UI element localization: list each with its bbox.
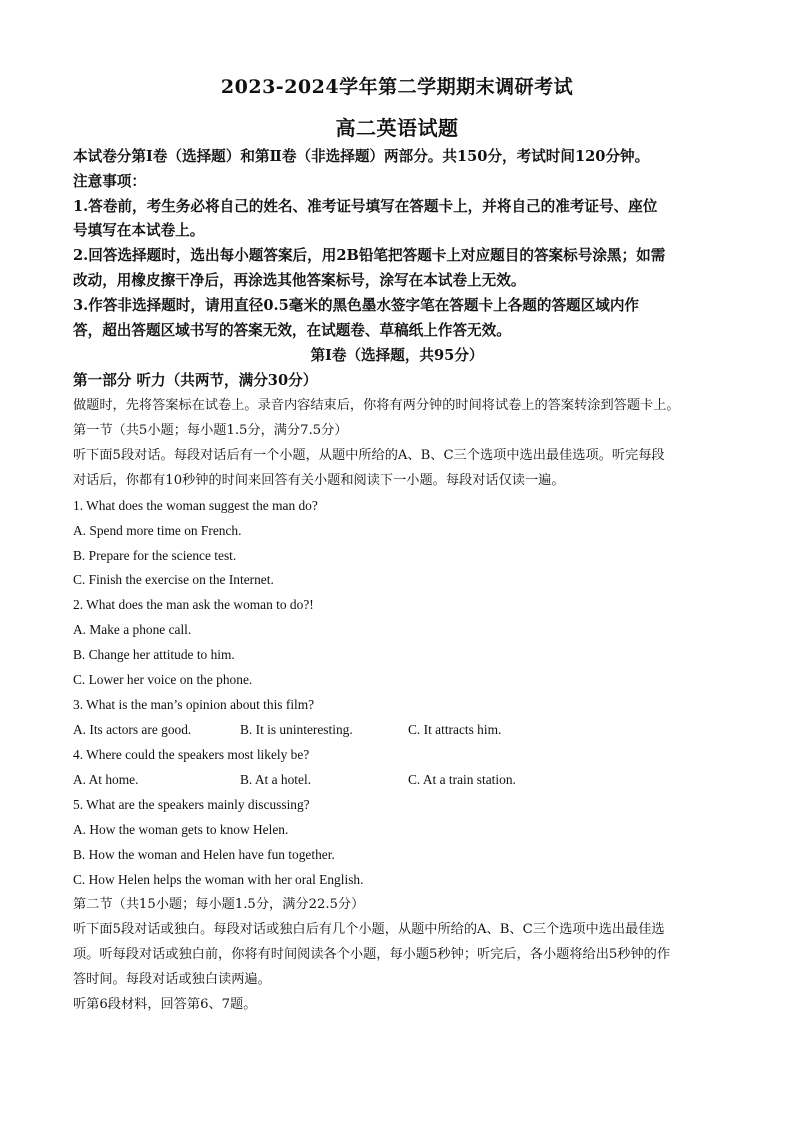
question-1: 1. What does the woman suggest the man do?	[73, 498, 318, 513]
section2-instruction-b: 项。听每段对话或独白前，你将有时间阅读各个小题，每小题5秒钟；听完后，各小题将给出5秒钟的作	[73, 947, 671, 962]
option-1c: C. Finish the exercise on the Internet.	[73, 572, 274, 587]
option-4c: C. At a train station.	[408, 772, 516, 787]
listening-instruction: 做题时，先将答案标在试卷上。录音内容结束后，你将有两分钟的时间将试卷上的答案转涂到答题卡上。	[73, 398, 680, 413]
section1-instruction-a: 听下面5段对话。每段对话后有一个小题，从题中所给的A、B、C三个选项中选出最佳选项。听完每段	[73, 448, 665, 463]
option-3b: B. It is uninteresting.	[240, 722, 353, 737]
option-3c: C. It attracts him.	[408, 722, 502, 737]
note-3a: 3.作答非选择题时，请用直径0.5毫米的黑色墨水签字笔在答题卡上各题的答题区域内作	[73, 297, 640, 314]
volume-heading: 第Ⅰ卷（选择题，共95分）	[310, 347, 484, 364]
part1-heading: 第一部分 听力（共两节，满分30分）	[73, 372, 318, 389]
option-4b: B. At a hotel.	[240, 772, 312, 787]
question-2: 2. What does the man ask the woman to do?!	[73, 597, 314, 612]
section2-heading: 第二节（共15小题；每小题1.5分，满分22.5分）	[73, 897, 365, 912]
note-3b: 答，超出答题区域书写的答案无效，在试题卷、草稿纸上作答无效。	[73, 322, 511, 339]
option-5b: B. How the woman and Helen have fun together.	[73, 847, 335, 862]
option-2b: B. Change her attitude to him.	[73, 647, 235, 662]
question-3: 3. What is the man’s opinion about this film?	[73, 697, 315, 712]
option-4a: A. At home.	[73, 772, 139, 787]
notice-label: 注意事项：	[73, 173, 146, 190]
section1-instruction-b: 对话后，你都有10秒钟的时间来回答有关小题和阅读下一小题。每段对话仅读一遍。	[73, 473, 565, 488]
exam-title: 2023-2024学年第二学期期末调研考试	[220, 76, 574, 98]
section1-heading: 第一节（共5小题；每小题1.5分，满分7.5分）	[73, 423, 348, 438]
note-1b: 号填写在本试卷上。	[73, 222, 205, 239]
question-5: 5. What are the speakers mainly discussing?	[73, 797, 310, 812]
note-2a: 2.回答选择题时，选出每小题答案后，用2B铅笔把答题卡上对应题目的答案标号涂黑；如需	[73, 247, 666, 264]
option-5c: C. How Helen helps the woman with her oral English.	[73, 872, 364, 887]
intro-line: 本试卷分第Ⅰ卷（选择题）和第Ⅱ卷（非选择题）两部分。共150分，考试时间120分钟。	[73, 148, 650, 165]
question-4: 4. Where could the speakers most likely be?	[73, 747, 310, 762]
option-2a: A. Make a phone call.	[73, 622, 192, 637]
option-1a: A. Spend more time on French.	[73, 523, 242, 538]
option-1b: B. Prepare for the science test.	[73, 548, 237, 563]
section2-instruction-a: 听下面5段对话或独白。每段对话或独白后有几个小题，从题中所给的A、B、C三个选项中选出最佳选	[73, 922, 665, 937]
note-2b: 改动，用橡皮擦干净后，再涂选其他答案标号，涂写在本试卷上无效。	[73, 272, 526, 289]
option-5a: A. How the woman gets to know Helen.	[73, 822, 289, 837]
material-6-heading: 听第6段材料，回答第6、7题。	[73, 997, 257, 1012]
option-2c: C. Lower her voice on the phone.	[73, 672, 253, 687]
exam-subtitle: 高二英语试题	[335, 116, 459, 140]
section2-instruction-c: 答时间。每段对话或独白读两遍。	[73, 972, 271, 987]
option-3a: A. Its actors are good.	[73, 722, 192, 737]
note-1a: 1.答卷前，考生务必将自己的姓名、准考证号填写在答题卡上，并将自己的准考证号、座位	[73, 198, 658, 215]
